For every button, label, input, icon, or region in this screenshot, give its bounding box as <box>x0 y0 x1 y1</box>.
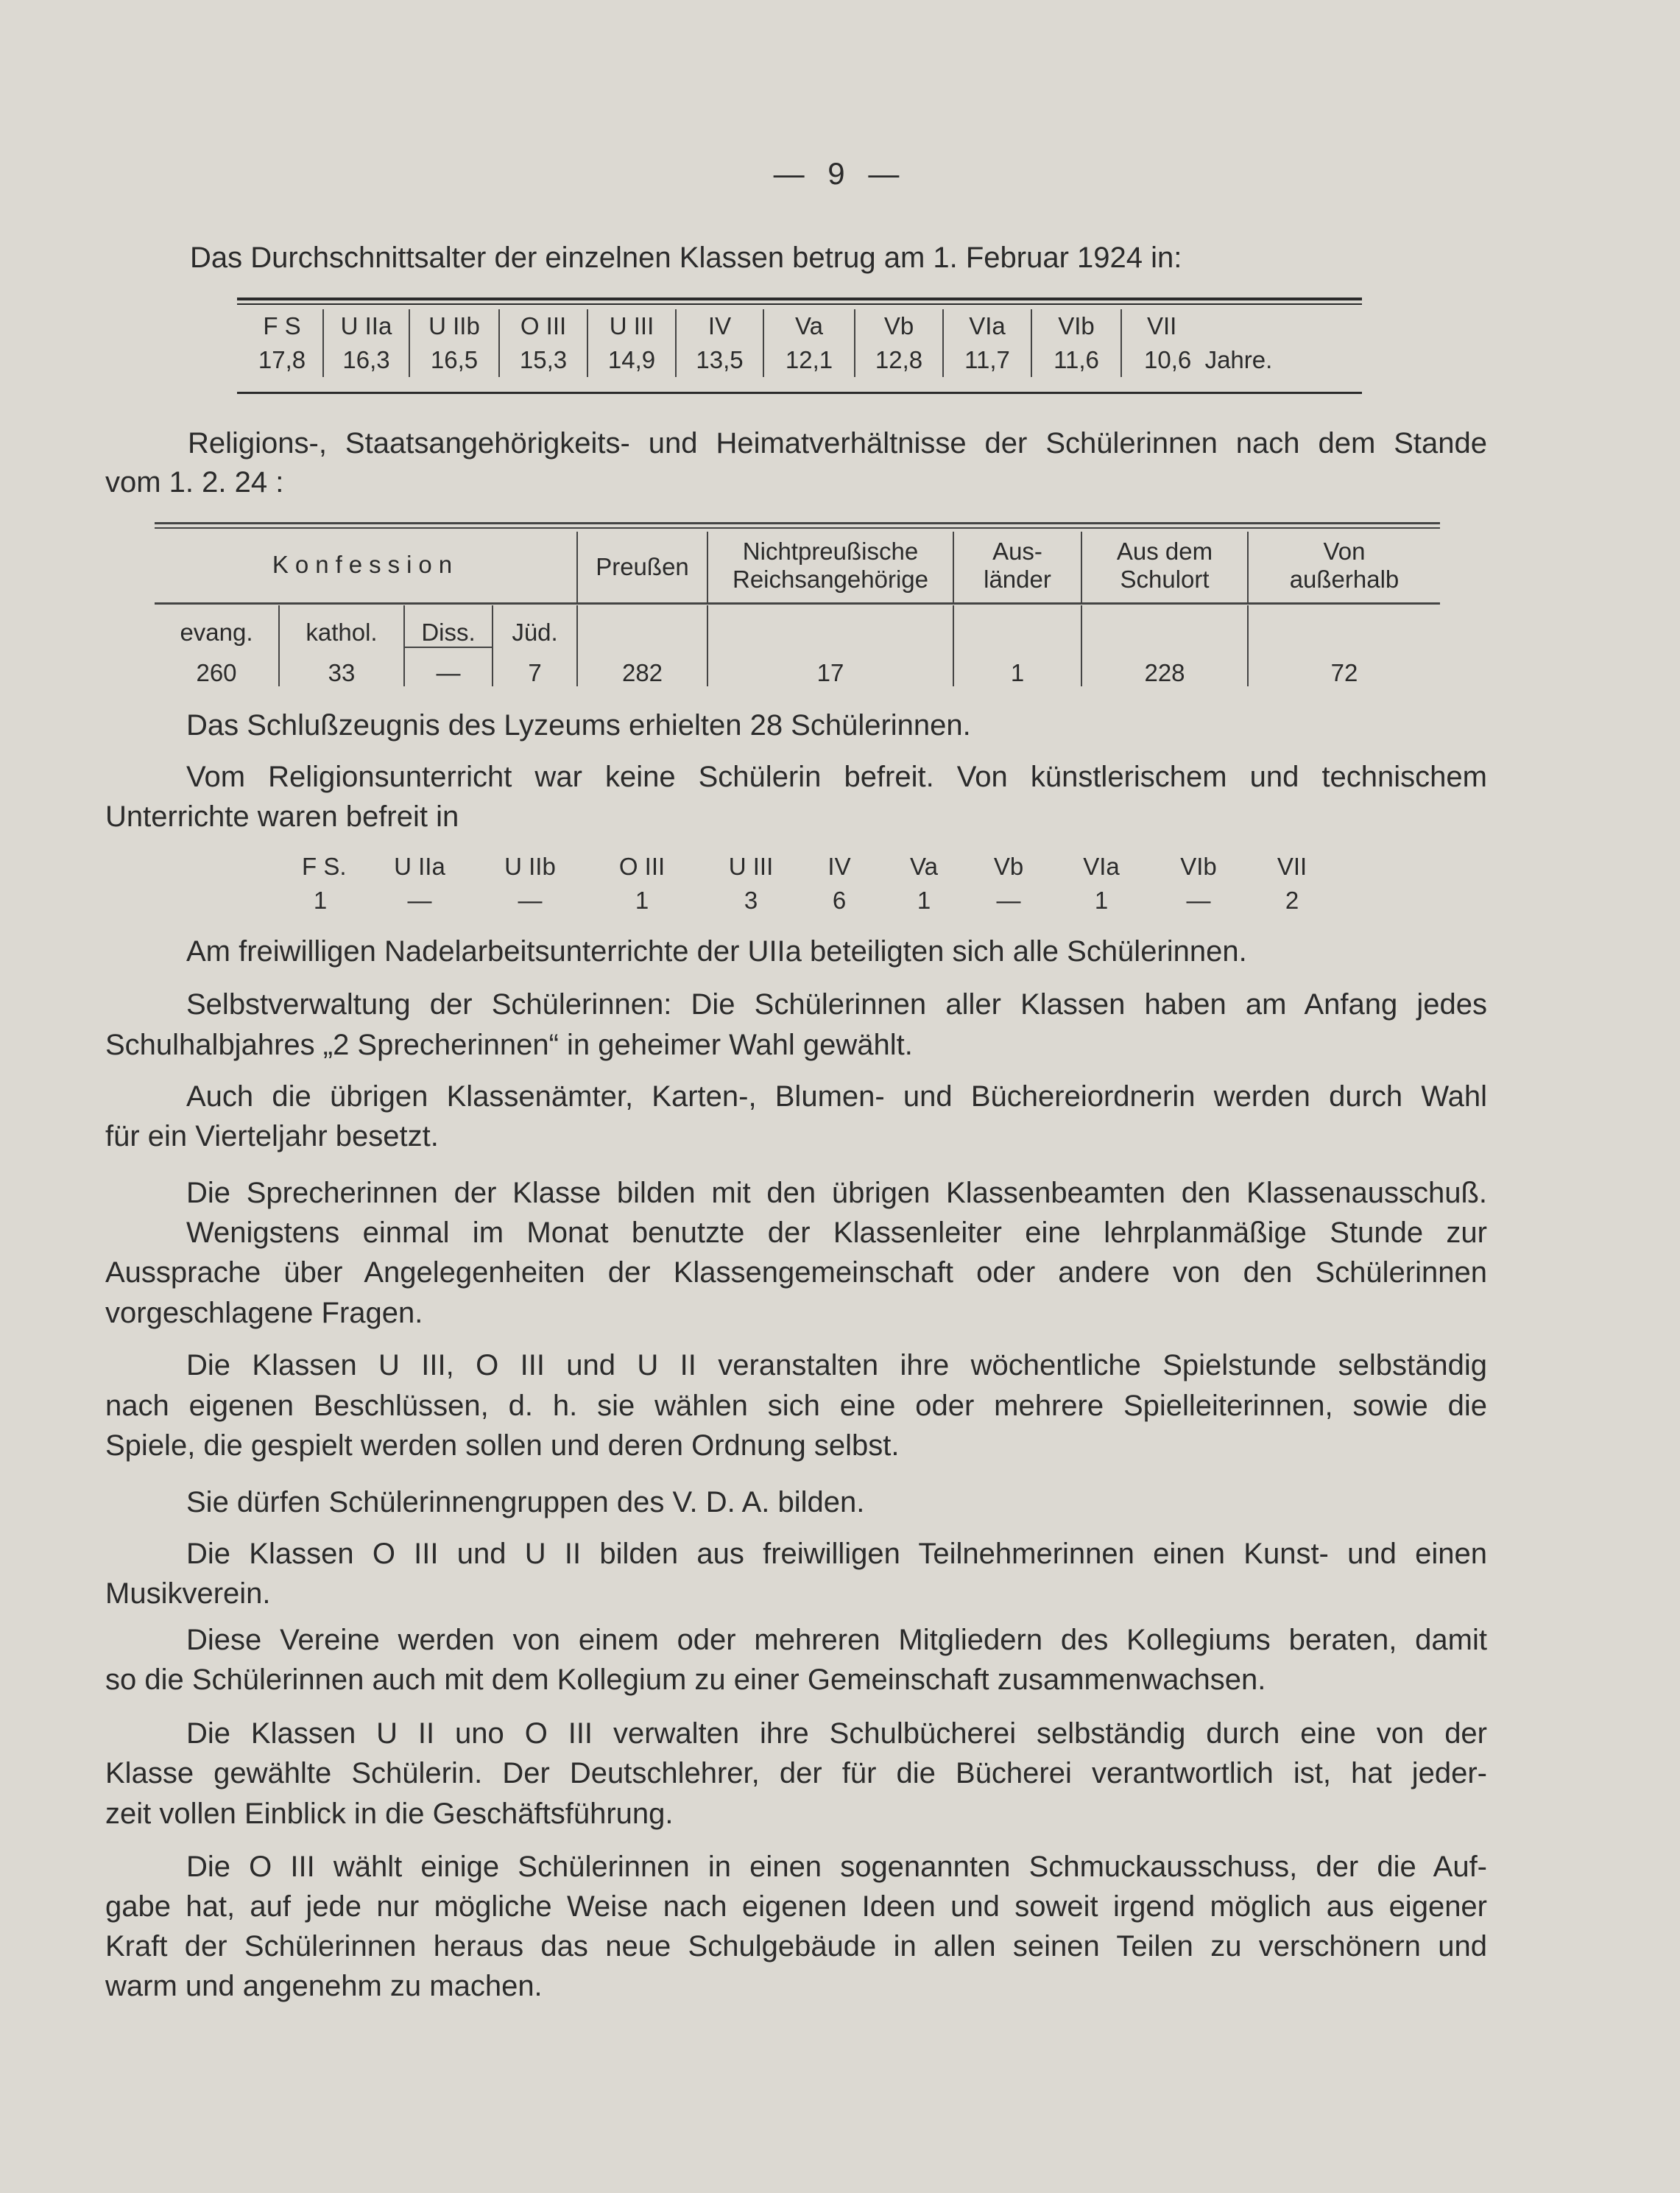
age-value-cell: 17,8 <box>258 346 306 373</box>
age-class-cell: U III <box>587 309 676 343</box>
paragraph-klassenaemter-1: Auch die übrigen Klassenämter, Karten-, Blumen- und Büchereiordnerin werden durch Wahl <box>186 1080 1487 1113</box>
age-class-cell: U IIa <box>323 309 409 343</box>
exempt-count-cell: 1 <box>313 887 328 914</box>
age-value-cell: 12,8 <box>855 343 943 377</box>
exempt-count-cell: 1 <box>917 887 931 914</box>
exempt-class-cell: IV <box>827 853 851 880</box>
exempt-class-cell: O III <box>618 853 666 880</box>
paragraph-schmuck-2: gabe hat, auf jede nur mögliche Weise nach eigenen Ideen und soweit irgend möglich aus eigener <box>105 1890 1487 1923</box>
exempt-count-cell: 1 <box>1094 887 1109 914</box>
paragraph-schmuck-3: Kraft der Schülerinnen heraus das neue Schulgebäude in allen seinen Teilen zu verschönern und <box>105 1930 1487 1963</box>
value-evang: 260 <box>196 659 237 686</box>
intro-age-text: Das Durchschnittsalter der einzelnen Klassen betrug am 1. Februar 1924 in: <box>190 242 1182 274</box>
religion-table-header-rule <box>155 602 1440 605</box>
age-class-cell: U IIb <box>409 309 499 343</box>
age-table-value-row <box>241 343 1360 377</box>
header-auslaender-2: länder <box>984 566 1051 593</box>
exempt-class-cell: VII <box>1277 853 1307 880</box>
age-value-cell-last <box>1121 343 1360 377</box>
paragraph-sprecherinnen: Die Sprecherinnen der Klasse bilden mit den übrigen Klassenbeamten den Klassenausschuß. <box>186 1177 1487 1209</box>
age-class-cell: VII <box>1121 309 1360 343</box>
paragraph-schlusszeugnis: Das Schlußzeugnis des Lyzeums erhielten 28 Schülerinnen. <box>186 709 971 742</box>
paragraph-buecherei-2: Klasse gewählte Schülerin. Der Deutschlehrer, der für die Bücherei verantwortlich ist, hat jeder- <box>105 1757 1487 1789</box>
age-table-bottom-rule <box>237 392 1362 394</box>
exempt-class-cell: VIb <box>1180 853 1217 880</box>
exempt-class-cell: U III <box>728 853 774 880</box>
religion-table-top-rule-thin <box>155 527 1440 529</box>
value-jued: 7 <box>528 659 542 686</box>
paragraph-wenigstens-2: Aussprache über Angelegenheiten der Klassengemeinschaft oder andere von den Schülerinnen <box>105 1256 1487 1289</box>
exempt-class-cell: Vb <box>993 853 1024 880</box>
age-value-cell: 13,5 <box>676 343 763 377</box>
paragraph-kunstverein-1: Die Klassen O III und U II bilden aus freiwilligen Teilnehmerinnen einen Kunst- und einen <box>186 1538 1487 1570</box>
paragraph-selbstverwaltung-1: Selbstverwaltung der Schülerinnen: Die Schülerinnen aller Klassen haben am Anfang jedes <box>186 988 1487 1021</box>
paragraph-religionsunterricht-1: Vom Religionsunterricht war keine Schülerin befreit. Von künstlerischem und technischem <box>186 761 1487 793</box>
paragraph-kunstverein-2: Musikverein. <box>105 1577 271 1610</box>
paragraph-buecherei-3: zeit vollen Einblick in die Geschäftsführung. <box>105 1798 674 1830</box>
paragraph-wenigstens-3: vorgeschlagene Fragen. <box>105 1297 423 1329</box>
paragraph-vereine-1: Diese Vereine werden von einem oder mehreren Mitgliedern des Kollegiums beraten, damit <box>186 1624 1487 1656</box>
header-nichtpreussische-2: Reichsangehörige <box>732 566 928 593</box>
exempt-class-cell: U IIb <box>504 853 556 880</box>
age-value-cell: 12,1 <box>763 343 855 377</box>
sub-header-kathol: kathol. <box>306 619 378 646</box>
header-ausserhalb-2: außerhalb <box>1289 566 1400 593</box>
paragraph-vereine-2: so die Schülerinnen auch mit dem Kollegium zu einer Gemeinschaft zusammenwachsen. <box>105 1664 1266 1696</box>
header-auslaender-1: Aus- <box>992 538 1042 565</box>
age-table-class-row <box>241 309 1360 343</box>
page-number: — 9 — <box>773 156 907 191</box>
age-value-cell: 16,3 <box>323 343 409 377</box>
value-preussen: 282 <box>621 659 663 686</box>
exempt-count-cell: — <box>1186 887 1211 914</box>
age-value-cell: 11,7 <box>943 343 1031 377</box>
paragraph-wenigstens-1: Wenigstens einmal im Monat benutzte der Klassenleiter eine lehrplanmäßige Stunde zur <box>186 1217 1487 1249</box>
paragraph-selbstverwaltung-2: Schulhalbjahres „2 Sprecherinnen“ in geheimer Wahl gewählt. <box>105 1029 913 1061</box>
header-preussen: Preußen <box>596 553 689 580</box>
age-table <box>241 309 1360 377</box>
paragraph-buecherei-1: Die Klassen U II uno O III verwalten ihre Schulbücherei selbständig durch eine von der <box>186 1717 1487 1750</box>
sub-header-evang: evang. <box>180 619 253 646</box>
paragraph-schmuck-1: Die O III wählt einige Schülerinnen in einen sogenannten Schmuckausschuss, der die Auf- <box>186 1851 1487 1883</box>
age-table-top-rule <box>237 298 1362 300</box>
value-ausserhalb: 72 <box>1330 659 1358 686</box>
value-nichtpreussische: 17 <box>816 659 844 686</box>
age-value-cell: 11,6 <box>1031 343 1121 377</box>
paragraph-religionsunterricht-2: Unterrichte waren befreit in <box>105 800 459 833</box>
paragraph-nadelarbeit: Am freiwilligen Nadelarbeitsunterrichte der UIIa beteiligten sich alle Schülerinnen. <box>186 935 1247 968</box>
header-schulort-1: Aus dem <box>1116 538 1213 565</box>
exempt-class-cell: VIa <box>1083 853 1120 880</box>
value-diss: — <box>436 659 461 686</box>
exempt-class-cell: F S. <box>302 853 347 880</box>
header-nichtpreussische-1: Nichtpreußische <box>742 538 919 565</box>
religion-table-top-rule <box>155 522 1440 524</box>
age-class-cell: F S <box>263 312 301 339</box>
exempt-class-cell: Va <box>910 853 938 880</box>
exempt-count-cell: 2 <box>1285 887 1299 914</box>
age-class-cell: VIb <box>1031 309 1121 343</box>
paragraph-vda: Sie dürfen Schülerinnengruppen des V. D. A. bilden. <box>186 1486 865 1518</box>
age-value-cell: 14,9 <box>587 343 676 377</box>
age-class-cell: IV <box>676 309 763 343</box>
exempt-count-cell: 1 <box>635 887 649 914</box>
sub-header-jued: Jüd. <box>512 619 558 646</box>
intro-religion-line-2: vom 1. 2. 24 : <box>105 466 284 499</box>
paragraph-schmuck-4: warm und angenehm zu machen. <box>105 1970 543 2002</box>
intro-religion-line-1: Religions-, Staatsangehörigkeits- und Heimatverhältnisse der Schülerinnen nach dem Stande <box>188 427 1487 460</box>
paragraph-spielstunde-2: nach eigenen Beschlüssen, d. h. sie wählen sich eine oder mehrere Spielleiterinnen, sowie die <box>105 1390 1487 1422</box>
header-schulort-2: Schulort <box>1120 566 1210 593</box>
value-schulort: 228 <box>1144 659 1185 686</box>
sub-header-diss: Diss. <box>421 619 476 646</box>
age-class-cell: O III <box>499 309 587 343</box>
header-ausserhalb-1: Von <box>1323 538 1366 565</box>
header-konfession: Konfession <box>272 551 459 578</box>
age-value-cell: 15,3 <box>499 343 587 377</box>
exempt-count-cell: — <box>996 887 1021 914</box>
age-class-cell: Vb <box>855 309 943 343</box>
value-auslaender: 1 <box>1010 659 1025 686</box>
diss-underline <box>405 647 492 648</box>
exempt-count-cell: — <box>407 887 432 914</box>
age-value-vii: 10,6 <box>1144 346 1192 373</box>
exempt-count-cell: 6 <box>832 887 847 914</box>
age-value-cell: 16,5 <box>409 343 499 377</box>
value-kathol: 33 <box>328 659 356 686</box>
age-table-top-rule-thin <box>237 303 1362 305</box>
paragraph-klassenaemter-2: für ein Vierteljahr besetzt. <box>105 1120 439 1152</box>
exempt-class-cell: U IIa <box>394 853 445 880</box>
age-unit: Jahre. <box>1204 346 1273 373</box>
exempt-count-cell: 3 <box>744 887 758 914</box>
paragraph-spielstunde-3: Spiele, die gespielt werden sollen und deren Ordnung selbst. <box>105 1429 900 1462</box>
paragraph-spielstunde-1: Die Klassen U III, O III und U II veranstalten ihre wöchentliche Spielstunde selbständig <box>186 1349 1487 1381</box>
age-class-cell: Va <box>763 309 855 343</box>
age-class-cell: VIa <box>943 309 1031 343</box>
exempt-count-cell: — <box>518 887 543 914</box>
